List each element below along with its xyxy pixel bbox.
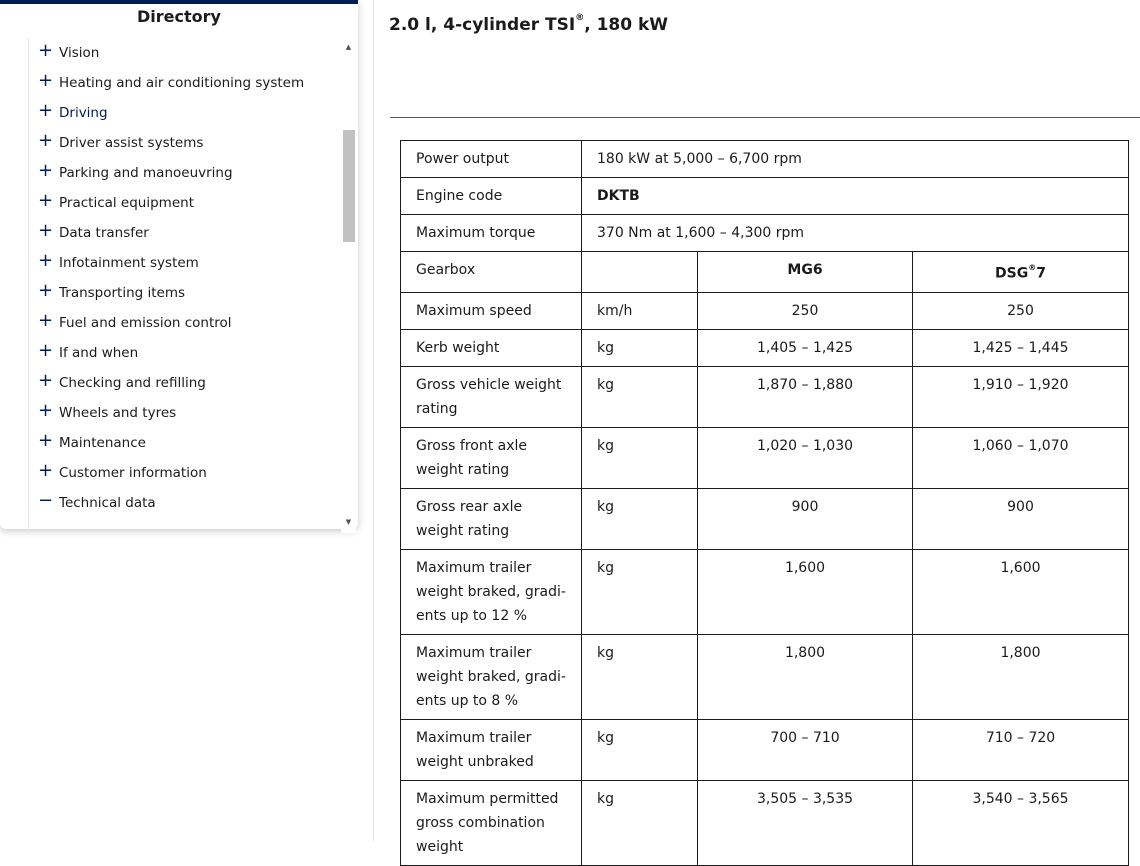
directory-item-transporting[interactable] [29,278,340,308]
directory-item-label[interactable]: Heating and air conditioning system [59,75,305,91]
directory-item-label[interactable]: Fuel and emission control [59,315,232,331]
table-row [401,427,1129,488]
directory-item-label[interactable]: Infotainment system [59,255,199,271]
row-value: 180 kW at 5,000 – 6,700 rpm [582,141,1129,178]
value-mg6: 250 [698,292,913,329]
page-title [389,15,668,35]
page-title-text: 2.0 l, 4-cylinder TSI [389,15,576,35]
directory-item-label[interactable]: Driver assist systems [59,135,204,151]
directory-item-driving[interactable] [29,98,340,128]
value-mg6: 1,800 [698,634,913,719]
row-label: Power output [401,141,582,178]
row-label: Maximum trailer weight braked, gradi-ents up to 8 % [401,634,582,719]
directory-item-technical-data[interactable] [29,488,340,518]
value-mg6: 1,870 – 1,880 [698,366,913,427]
row-value: 370 Nm at 1,600 – 4,300 rpm [582,215,1129,252]
row-label: Maximum speed [401,292,582,329]
column-header-mg6: MG6 [698,252,913,293]
row-label: Gross vehicle weight rating [401,366,582,427]
plus-icon[interactable]: + [38,220,54,241]
row-value: DKTB [582,178,1129,215]
caret-up-icon[interactable]: ▲ [345,43,352,51]
directory-item-label[interactable]: Wheels and tyres [59,405,177,421]
left-column [0,0,374,841]
plus-icon[interactable]: + [38,280,54,301]
directory-item-label[interactable]: Vision [59,45,100,61]
directory-item-label[interactable]: Driving [59,105,108,121]
value-dsg7: 710 – 720 [913,719,1129,780]
value-dsg7: 1,600 [913,549,1129,634]
table-row [401,215,1129,252]
row-unit: kg [582,488,698,549]
directory-item-label[interactable]: Technical data [59,495,156,511]
value-dsg7: 900 [913,488,1129,549]
row-label: Gearbox [401,252,582,293]
value-dsg7: 3,540 – 3,565 [913,780,1129,865]
plus-icon[interactable]: + [38,370,54,391]
directory-panel [0,0,358,529]
row-label: Maximum trailer weight unbraked [401,719,582,780]
plus-icon[interactable]: + [38,40,54,61]
directory-item-label[interactable]: Data transfer [59,225,149,241]
plus-icon[interactable]: + [38,430,54,451]
directory-item-wheels[interactable] [29,398,340,428]
value-dsg7: 1,800 [913,634,1129,719]
plus-icon[interactable]: + [38,310,54,331]
value-mg6: 1,405 – 1,425 [698,329,913,366]
directory-item-maintenance[interactable] [29,428,340,458]
page-title-suffix: , 180 kW [584,15,669,35]
value-dsg7: 250 [913,292,1129,329]
row-label: Gross rear axle weight rating [401,488,582,549]
directory-item-label[interactable]: Checking and refilling [59,375,206,391]
value-dsg7: 1,425 – 1,445 [913,329,1129,366]
directory-item-label[interactable]: Customer information [59,465,207,481]
directory-item-label[interactable]: Maintenance [59,435,146,451]
main-content [375,0,1140,855]
column-header-text: DSG [995,265,1029,282]
directory-tree [28,38,340,533]
row-unit: kg [582,366,698,427]
value-mg6: 900 [698,488,913,549]
row-label: Maximum permitted gross combination weight [401,780,582,865]
minus-icon[interactable]: − [38,490,54,511]
table-header-row [401,252,1129,293]
registered-mark: ® [575,13,585,24]
row-unit: kg [582,634,698,719]
directory-item-label[interactable]: Practical equipment [59,195,194,211]
table-row [401,719,1129,780]
plus-icon[interactable]: + [38,460,54,481]
directory-item-if-and-when[interactable] [29,338,340,368]
table-row [401,178,1129,215]
value-mg6: 3,505 – 3,535 [698,780,913,865]
row-unit: km/h [582,292,698,329]
plus-icon[interactable]: + [38,160,54,181]
directory-item-label[interactable]: Parking and manoeuvring [59,165,233,181]
directory-item-heating[interactable] [29,68,340,98]
directory-item-label[interactable]: Transporting items [59,285,186,301]
value-mg6: 700 – 710 [698,719,913,780]
plus-icon[interactable]: + [38,70,54,91]
plus-icon[interactable]: + [38,400,54,421]
table-row [401,780,1129,865]
directory-item-fuel[interactable] [29,308,340,338]
plus-icon[interactable]: + [38,100,54,121]
row-label: Maximum torque [401,215,582,252]
plus-icon[interactable]: + [38,190,54,211]
value-mg6: 1,020 – 1,030 [698,427,913,488]
scrollbar-thumb[interactable] [343,130,355,242]
directory-item-infotainment[interactable] [29,248,340,278]
column-header-suffix: 7 [1036,265,1046,282]
row-label: Maximum trailer weight braked, gradi-ents up to 12 % [401,549,582,634]
table-row [401,366,1129,427]
directory-item-parking[interactable] [29,158,340,188]
row-label: Engine code [401,178,582,215]
directory-item-practical-equipment[interactable] [29,188,340,218]
directory-item-label[interactable]: If and when [59,345,139,361]
table-row [401,292,1129,329]
unit-cell-empty [582,252,698,293]
directory-item-checking[interactable] [29,368,340,398]
table-row [401,141,1129,178]
table-row [401,488,1129,549]
table-row [401,634,1129,719]
table-row [401,549,1129,634]
value-dsg7: 1,060 – 1,070 [913,427,1129,488]
directory-item-customer-info[interactable] [29,458,340,488]
registered-mark: ® [1028,263,1037,272]
column-header-dsg7 [913,252,1129,293]
plus-icon[interactable]: + [38,130,54,151]
table-row [401,329,1129,366]
directory-scrollbar[interactable] [341,38,356,533]
plus-icon[interactable]: + [38,250,54,271]
engine-specs-table [400,140,1129,866]
directory-item-vision[interactable] [29,38,340,68]
row-unit: kg [582,549,698,634]
title-divider [390,117,1140,118]
directory-item-data-transfer[interactable] [29,218,340,248]
row-label: Kerb weight [401,329,582,366]
row-unit: kg [582,719,698,780]
row-unit: kg [582,427,698,488]
directory-item-driver-assist[interactable] [29,128,340,158]
plus-icon[interactable]: + [38,340,54,361]
value-dsg7: 1,910 – 1,920 [913,366,1129,427]
caret-down-icon[interactable]: ▼ [345,518,352,526]
row-unit: kg [582,329,698,366]
value-mg6: 1,600 [698,549,913,634]
row-label: Gross front axle weight rating [401,427,582,488]
directory-title: Directory [137,7,221,26]
row-unit: kg [582,780,698,865]
